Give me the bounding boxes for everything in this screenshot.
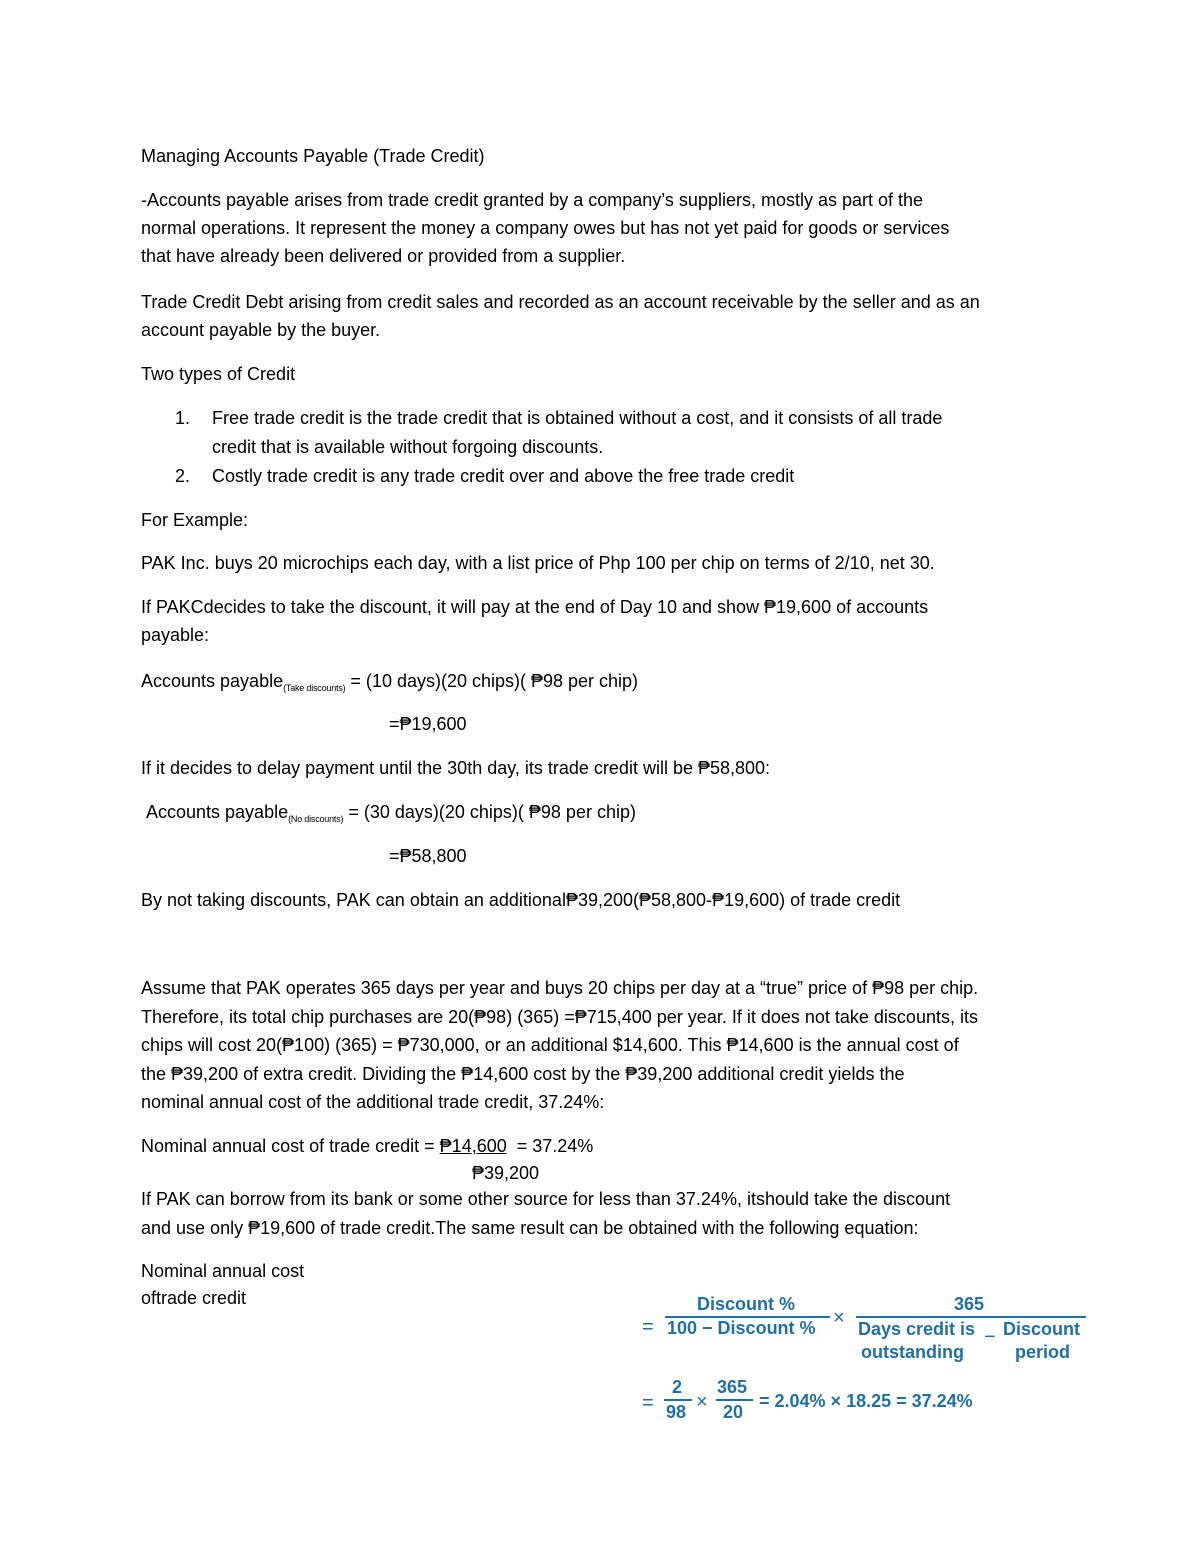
- days-credit-line: outstanding: [861, 1342, 964, 1362]
- equals-sign: =: [642, 1316, 654, 1338]
- ap-label: Accounts payable: [146, 802, 289, 822]
- ap-no-equation: [146, 798, 636, 833]
- ap-take-result: =₱19,600: [389, 714, 467, 734]
- trade-credit-formula: [640, 1292, 1090, 1432]
- nominal-result: = 37.24%: [506, 1136, 594, 1156]
- example-line: PAK Inc. buys 20 microchips each day, with a list price of Php 100 per chip on terms of 2/10, net 30.: [141, 553, 935, 573]
- discount-line: payable:: [141, 625, 210, 645]
- delay-line: If it decides to delay payment until the 30th day, its trade credit will be ₱58,800:: [141, 758, 771, 778]
- assume-line: nominal annual cost of the additional trade credit, 37.24%:: [141, 1092, 605, 1112]
- assume-line: the ₱39,200 of extra credit. Dividing the ₱14,600 cost by the ₱39,200 additional credit yields the: [141, 1064, 905, 1084]
- assume-line: Therefore, its total chip purchases are 20(₱98) (365) =₱715,400 per year. If it does not take discounts, its: [141, 1007, 978, 1027]
- ap-expression: = (10 days)(20 chips)( ₱98 per chip): [345, 671, 639, 691]
- days-numerator: 365: [954, 1294, 985, 1314]
- equation-label: oftrade credit: [141, 1288, 247, 1308]
- list-item: [212, 462, 1062, 491]
- days-credit-line: Days credit is: [858, 1319, 976, 1339]
- equals-sign: =: [642, 1392, 654, 1414]
- intro-line: -Accounts payable arises from trade credit granted by a company’s suppliers, mostly as part of the: [141, 190, 924, 210]
- list-item: [212, 404, 1062, 461]
- assume-line: Assume that PAK operates 365 days per year and buys 20 chips per day at a “true” price of ₱98 per chip.: [141, 978, 979, 998]
- page-title: Managing Accounts Payable (Trade Credit): [141, 146, 485, 166]
- formula-result: = 2.04% × 18.25 = 37.24%: [759, 1391, 973, 1411]
- fraction-numerator: 365: [717, 1377, 748, 1397]
- borrow-line: If PAK can borrow from its bank or some other source for less than 37.24%, itshould take the discount: [141, 1189, 951, 1209]
- ap-expression: = (30 days)(20 chips)( ₱98 per chip): [343, 802, 636, 822]
- fraction-denominator: 20: [723, 1402, 744, 1422]
- list-number: 1.: [175, 408, 191, 428]
- times-sign: ×: [833, 1307, 845, 1329]
- nominal-denominator: ₱39,200: [472, 1163, 540, 1183]
- ap-no-result: =₱58,800: [389, 846, 467, 866]
- discount-line: If PAKCdecides to take the discount, it will pay at the end of Day 10 and show ₱19,600 of accounts: [141, 597, 929, 617]
- assume-line: chips will cost 20(₱100) (365) = ₱730,000, or an additional $14,600. This ₱14,600 is the annual cost of: [141, 1035, 959, 1055]
- ap-subscript: (Take discounts): [283, 683, 346, 693]
- discount-numerator: Discount %: [697, 1294, 796, 1314]
- ap-take-equation: [141, 667, 638, 702]
- borrow-line: and use only ₱19,600 of trade credit.The same result can be obtained with the following equation:: [141, 1218, 919, 1238]
- fraction-denominator: 98: [666, 1402, 687, 1422]
- list-number: 2.: [175, 466, 191, 486]
- types-heading: Two types of Credit: [141, 364, 296, 384]
- fraction-numerator: 2: [672, 1377, 683, 1397]
- ap-label: Accounts payable: [141, 671, 284, 691]
- intro-line: normal operations. It represent the money a company owes but has not yet paid for goods or services: [141, 218, 950, 238]
- definition-line: account payable by the buyer.: [141, 320, 381, 340]
- example-heading: For Example:: [141, 510, 249, 530]
- equation-label: Nominal annual cost: [141, 1261, 305, 1281]
- times-sign: ×: [696, 1391, 708, 1413]
- intro-line: that have already been delivered or provided from a supplier.: [141, 246, 626, 266]
- definition-line: Trade Credit Debt arising from credit sales and recorded as an account receivable by the seller and as an: [141, 292, 980, 312]
- list-item-line: credit that is available without forgoing discounts.: [212, 436, 604, 457]
- nominal-numerator: ₱14,600: [439, 1136, 507, 1156]
- discount-denominator: 100 − Discount %: [667, 1318, 816, 1338]
- nominal-prefix: Nominal annual cost of trade credit =: [141, 1136, 440, 1156]
- additional-line: By not taking discounts, PAK can obtain an additional₱39,200(₱58,800-₱19,600) of trade credit: [141, 890, 901, 910]
- discount-period-line: period: [1015, 1342, 1071, 1362]
- nominal-equation: [141, 1132, 593, 1160]
- list-item-line: Costly trade credit is any trade credit over and above the free trade credit: [212, 466, 795, 486]
- discount-period-line: Discount: [1003, 1319, 1081, 1339]
- ap-subscript: (No discounts): [288, 814, 344, 824]
- minus-sign: −: [984, 1326, 996, 1348]
- list-item-line: Free trade credit is the trade credit that is obtained without a cost, and it consists of all trade: [212, 408, 943, 428]
